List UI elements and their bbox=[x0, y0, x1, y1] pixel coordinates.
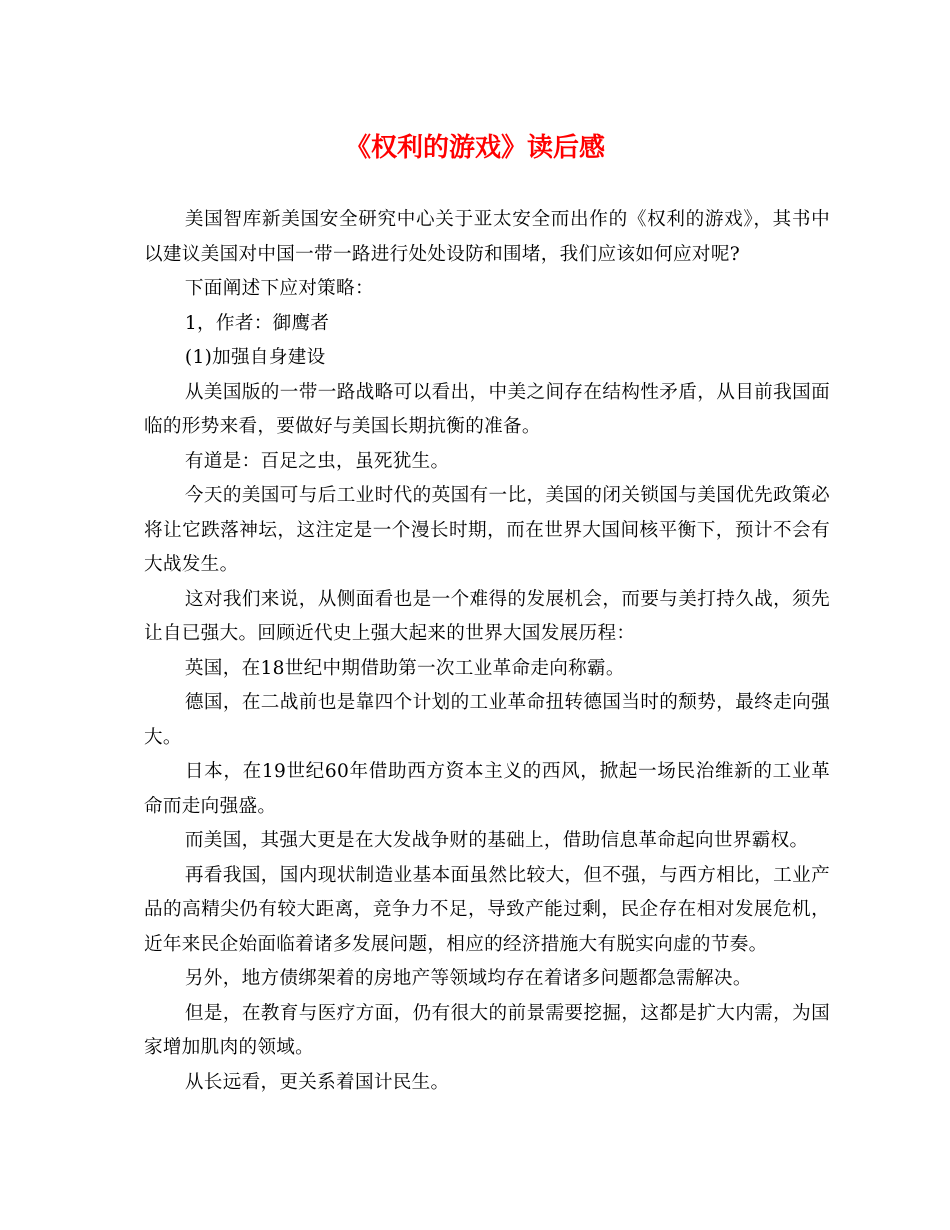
paragraph: 从美国版的一带一路战略可以看出，中美之间存在结构性矛盾，从目前我国面临的形势来看，要做好与美国长期抗衡的准备。 bbox=[144, 381, 830, 437]
paragraph: 日本，在19世纪60年借助西方资本主义的西风，掀起一场民治维新的工业革命而走向强盛。 bbox=[144, 761, 830, 817]
paragraph: 再看我国，国内现状制造业基本面虽然比较大，但不强，与西方相比，工业产品的高精尖仍有较大距离，竞争力不足，导致产能过剩，民企存在相对发展危机，近年来民企始面临着诸多发展问题，相应的经济措施大有脱实向虚的节奏。 bbox=[144, 864, 830, 955]
paragraph: 下面阐述下应对策略： bbox=[184, 278, 374, 299]
paragraph: 今天的美国可与后工业时代的英国有一比，美国的闭关锁国与美国优先政策必将让它跌落神坛，这注定是一个漫长时期，而在世界大国间核平衡下，预计不会有大战发生。 bbox=[144, 485, 830, 575]
paragraph: 1，作者：御鹰者 bbox=[184, 312, 330, 334]
document-body bbox=[144, 203, 830, 1100]
paragraph: 而美国，其强大更是在大发战争财的基础上，借助信息革命起向世界霸权。 bbox=[184, 830, 809, 851]
document-title: 《权利的游戏》读后感 bbox=[344, 133, 605, 163]
paragraph: 另外，地方债绑架着的房地产等领域均存在着诸多问题都急需解决。 bbox=[184, 968, 752, 989]
paragraph: 美国智库新美国安全研究中心关于亚太安全而出作的《权利的游戏》，其书中以建议美国对中国一带一路进行处处设防和围堵，我们应该如何应对呢? bbox=[144, 209, 830, 265]
paragraph: 但是，在教育与医疗方面，仍有很大的前景需要挖掘，这都是扩大内需，为国家增加肌肉的领域。 bbox=[144, 1002, 830, 1058]
paragraph: 英国，在18世纪中期借助第一次工业革命走向称霸。 bbox=[184, 657, 625, 679]
paragraph: 从长远看，更关系着国计民生。 bbox=[184, 1071, 450, 1093]
paragraph: (1)加强自身建设 bbox=[184, 347, 326, 368]
paragraph: 德国，在二战前也是靠四个计划的工业革命扭转德国当时的颓势，最终走向强大。 bbox=[144, 692, 830, 748]
paragraph: 这对我们来说，从侧面看也是一个难得的发展机会，而要与美打持久战，须先让自已强大。回顾近代史上强大起来的世界大国发展历程： bbox=[144, 588, 830, 644]
paragraph: 有道是：百足之虫，虽死犹生。 bbox=[184, 450, 450, 472]
